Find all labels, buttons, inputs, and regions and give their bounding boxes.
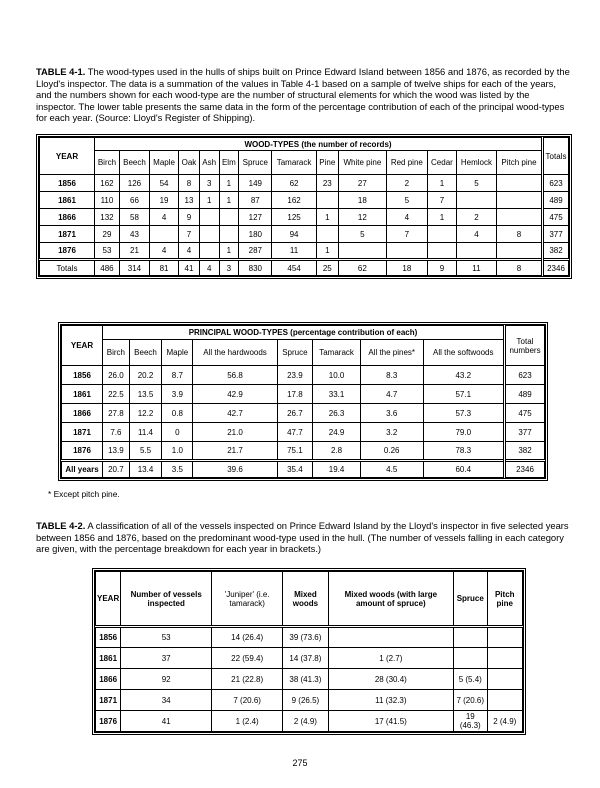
- data-cell: [316, 226, 338, 243]
- data-cell: 26.7: [277, 404, 313, 423]
- data-cell: 18: [386, 260, 427, 276]
- data-cell: 4: [179, 243, 200, 260]
- column-header: Red pine: [386, 151, 427, 175]
- data-cell: 20.2: [129, 366, 161, 385]
- year-header: YEAR: [62, 326, 103, 366]
- data-cell: 5 (5.4): [454, 669, 488, 690]
- table-4-2-caption: [36, 520, 572, 555]
- table-row: [40, 226, 569, 243]
- column-header: White pine: [338, 151, 386, 175]
- table-row: [62, 442, 545, 461]
- data-cell: 3.6: [360, 404, 423, 423]
- data-cell: 24.9: [313, 423, 361, 442]
- data-cell: 9: [179, 209, 200, 226]
- data-cell: 4: [386, 209, 427, 226]
- column-header: Elm: [219, 151, 239, 175]
- column-header: YEAR: [96, 572, 121, 627]
- caption-text: The wood-types used in the hulls of ships built on Prince Edward Island between 1856 and 1876, as recorded by the Lloyd's inspector. The data is a summation of the values in Table 4-1 based on a sample of twelve ships for each of the years, and the numbers shown for each wood-type are the number of structural elements for which the wood was listed by the inspector. The lower table presents the same data in the form of the percentage contribution of each of the principal wood-types for each year. (Source: Lloyd's Register of Shipping).: [36, 66, 570, 124]
- caption-label: TABLE 4-2.: [36, 520, 86, 531]
- table-row: [40, 209, 569, 226]
- data-cell: 8.3: [360, 366, 423, 385]
- data-cell: 22 (59.4): [212, 648, 283, 669]
- column-header: Birch: [95, 151, 120, 175]
- data-cell: 8: [496, 260, 542, 276]
- table-row: [96, 669, 523, 690]
- data-cell: [487, 690, 522, 711]
- data-cell: 149: [239, 175, 272, 192]
- data-cell: 58: [119, 209, 149, 226]
- data-cell: [199, 243, 219, 260]
- data-cell: 26.0: [103, 366, 130, 385]
- column-header: Birch: [103, 340, 130, 366]
- data-cell: 8.7: [162, 366, 193, 385]
- data-cell: [496, 243, 542, 260]
- total-cell: 377: [543, 226, 569, 243]
- data-cell: 21 (22.8): [212, 669, 283, 690]
- data-cell: 28 (30.4): [328, 669, 453, 690]
- data-cell: 314: [119, 260, 149, 276]
- data-cell: [199, 209, 219, 226]
- data-cell: 14 (37.8): [283, 648, 328, 669]
- data-cell: 79.0: [423, 423, 504, 442]
- column-header: Beech: [119, 151, 149, 175]
- data-cell: 3: [199, 175, 219, 192]
- year-cell: 1866: [62, 404, 103, 423]
- group-header: PRINCIPAL WOOD-TYPES (percentage contribution of each): [103, 326, 505, 340]
- data-cell: 13.4: [129, 461, 161, 478]
- data-cell: [496, 209, 542, 226]
- data-cell: 126: [119, 175, 149, 192]
- year-cell: 1871: [96, 690, 121, 711]
- column-header: Beech: [129, 340, 161, 366]
- data-cell: 1 (2.4): [212, 711, 283, 732]
- data-cell: 486: [95, 260, 120, 276]
- all-years-label: All years: [62, 461, 103, 478]
- data-cell: 2 (4.9): [283, 711, 328, 732]
- data-cell: 162: [95, 175, 120, 192]
- data-cell: [328, 627, 453, 648]
- year-cell: 1866: [96, 669, 121, 690]
- totals-header: Totals: [543, 138, 569, 175]
- data-cell: 1: [427, 175, 456, 192]
- group-header: WOOD-TYPES (the number of records): [95, 138, 543, 151]
- data-cell: 9 (26.5): [283, 690, 328, 711]
- data-cell: [456, 192, 496, 209]
- table-row: [96, 711, 523, 732]
- data-cell: 34: [121, 690, 212, 711]
- data-cell: 11 (32.3): [328, 690, 453, 711]
- data-cell: 87: [239, 192, 272, 209]
- total-cell: 475: [505, 404, 545, 423]
- footnote: * Except pitch pine.: [48, 489, 120, 499]
- table-row: [96, 627, 523, 648]
- data-cell: 62: [272, 175, 316, 192]
- wood-types-count-table: [36, 134, 572, 279]
- data-cell: 3.5: [162, 461, 193, 478]
- table-row: [62, 366, 545, 385]
- data-cell: [199, 226, 219, 243]
- data-cell: 2 (4.9): [487, 711, 522, 732]
- data-cell: 162: [272, 192, 316, 209]
- data-cell: 11: [456, 260, 496, 276]
- data-cell: 180: [239, 226, 272, 243]
- data-cell: 29: [95, 226, 120, 243]
- data-cell: 132: [95, 209, 120, 226]
- column-header: All the pines*: [360, 340, 423, 366]
- data-cell: 33.1: [313, 385, 361, 404]
- column-header: Ash: [199, 151, 219, 175]
- column-header: Mixed woods (with large amount of spruce): [328, 572, 453, 627]
- data-cell: 62: [338, 260, 386, 276]
- table-row: [40, 243, 569, 260]
- total-cell: 382: [505, 442, 545, 461]
- data-cell: 5: [456, 175, 496, 192]
- data-cell: 81: [150, 260, 179, 276]
- data-cell: 75.1: [277, 442, 313, 461]
- data-cell: 4.7: [360, 385, 423, 404]
- data-cell: 23: [316, 175, 338, 192]
- principal-wood-types-percent-table: [58, 322, 548, 481]
- column-header: Oak: [179, 151, 200, 175]
- column-header: 'Juniper' (i.e. tamarack): [212, 572, 283, 627]
- data-cell: 42.9: [193, 385, 277, 404]
- data-cell: 1: [219, 243, 239, 260]
- data-cell: 53: [95, 243, 120, 260]
- data-cell: 7: [427, 192, 456, 209]
- data-cell: 41: [121, 711, 212, 732]
- year-cell: 1876: [62, 442, 103, 461]
- data-cell: [150, 226, 179, 243]
- data-cell: 19 (46.3): [454, 711, 488, 732]
- year-cell: 1876: [96, 711, 121, 732]
- caption-text: A classification of all of the vessels inspected on Prince Edward Island by the Lloyd's inspector in five selected years between 1856 and 1876, based on the predominant wood-type used in the hull. (The number of vessels falling in each category are given, with the percentage breakdown for each year in brackets.): [36, 520, 569, 555]
- table-row: [96, 690, 523, 711]
- data-cell: [316, 192, 338, 209]
- column-header: Number of vessels inspected: [121, 572, 212, 627]
- column-header: Maple: [162, 340, 193, 366]
- data-cell: 47.7: [277, 423, 313, 442]
- data-cell: 0: [162, 423, 193, 442]
- data-cell: 4: [150, 209, 179, 226]
- data-cell: [487, 627, 522, 648]
- data-cell: 19.4: [313, 461, 361, 478]
- data-cell: 94: [272, 226, 316, 243]
- data-cell: 92: [121, 669, 212, 690]
- data-cell: 26.3: [313, 404, 361, 423]
- year-cell: 1856: [40, 175, 95, 192]
- data-cell: 1 (2.7): [328, 648, 453, 669]
- year-cell: 1856: [62, 366, 103, 385]
- table-row: [96, 648, 523, 669]
- year-cell: 1871: [40, 226, 95, 243]
- all-years-row: [62, 461, 545, 478]
- data-cell: 23.9: [277, 366, 313, 385]
- data-cell: [219, 209, 239, 226]
- data-cell: 21.0: [193, 423, 277, 442]
- data-cell: 11.4: [129, 423, 161, 442]
- column-header: Pitch pine: [487, 572, 522, 627]
- data-cell: 0.8: [162, 404, 193, 423]
- column-header: Hemlock: [456, 151, 496, 175]
- year-cell: 1866: [40, 209, 95, 226]
- data-cell: 41: [179, 260, 200, 276]
- data-cell: 56.8: [193, 366, 277, 385]
- data-cell: [487, 648, 522, 669]
- year-cell: 1876: [40, 243, 95, 260]
- year-cell: 1861: [62, 385, 103, 404]
- data-cell: 1: [219, 192, 239, 209]
- total-cell: 489: [543, 192, 569, 209]
- data-cell: 10.0: [313, 366, 361, 385]
- column-header: Pine: [316, 151, 338, 175]
- data-cell: 9: [427, 260, 456, 276]
- table-4-1-caption: [36, 66, 572, 124]
- table-row: [40, 175, 569, 192]
- totals-row: [40, 260, 569, 276]
- column-header: Spruce: [277, 340, 313, 366]
- data-cell: [454, 627, 488, 648]
- data-cell: 22.5: [103, 385, 130, 404]
- data-cell: 8: [496, 226, 542, 243]
- data-cell: 1: [427, 209, 456, 226]
- year-cell: 1861: [96, 648, 121, 669]
- data-cell: 19: [150, 192, 179, 209]
- total-cell: 489: [505, 385, 545, 404]
- total-header: Total numbers: [505, 326, 545, 366]
- data-cell: 1: [219, 175, 239, 192]
- data-cell: 25: [316, 260, 338, 276]
- data-cell: 78.3: [423, 442, 504, 461]
- data-cell: 12.2: [129, 404, 161, 423]
- year-header: YEAR: [40, 138, 95, 175]
- data-cell: 4: [456, 226, 496, 243]
- data-cell: 13: [179, 192, 200, 209]
- data-cell: 53: [121, 627, 212, 648]
- data-cell: 43: [119, 226, 149, 243]
- data-cell: 21.7: [193, 442, 277, 461]
- data-cell: 4: [150, 243, 179, 260]
- year-cell: 1861: [40, 192, 95, 209]
- data-cell: [219, 226, 239, 243]
- data-cell: 2: [386, 175, 427, 192]
- data-cell: 27: [338, 175, 386, 192]
- caption-label: TABLE 4-1.: [36, 66, 86, 77]
- data-cell: [487, 669, 522, 690]
- data-cell: 5: [386, 192, 427, 209]
- total-cell: 2346: [505, 461, 545, 478]
- data-cell: 54: [150, 175, 179, 192]
- column-header: Tamarack: [313, 340, 361, 366]
- data-cell: 125: [272, 209, 316, 226]
- data-cell: 1: [199, 192, 219, 209]
- data-cell: 39 (73.6): [283, 627, 328, 648]
- table-row: [62, 385, 545, 404]
- data-cell: 5.5: [129, 442, 161, 461]
- column-header: All the hardwoods: [193, 340, 277, 366]
- total-cell: 377: [505, 423, 545, 442]
- data-cell: 3.9: [162, 385, 193, 404]
- data-cell: 11: [272, 243, 316, 260]
- data-cell: 13.9: [103, 442, 130, 461]
- data-cell: 7 (20.6): [454, 690, 488, 711]
- data-cell: 60.4: [423, 461, 504, 478]
- data-cell: [386, 243, 427, 260]
- page-number: 275: [292, 758, 308, 768]
- data-cell: 17 (41.5): [328, 711, 453, 732]
- data-cell: 7.6: [103, 423, 130, 442]
- data-cell: 0.26: [360, 442, 423, 461]
- data-cell: 43.2: [423, 366, 504, 385]
- data-cell: 7: [179, 226, 200, 243]
- data-cell: 18: [338, 192, 386, 209]
- data-cell: 1: [316, 243, 338, 260]
- table-row: [62, 404, 545, 423]
- data-cell: [456, 243, 496, 260]
- data-cell: 1.0: [162, 442, 193, 461]
- column-header: Pitch pine: [496, 151, 542, 175]
- vessel-classification-table: [92, 568, 526, 735]
- data-cell: 12: [338, 209, 386, 226]
- total-cell: 475: [543, 209, 569, 226]
- column-header: All the softwoods: [423, 340, 504, 366]
- data-cell: 57.3: [423, 404, 504, 423]
- totals-label: Totals: [40, 260, 95, 276]
- data-cell: 127: [239, 209, 272, 226]
- year-cell: 1856: [96, 627, 121, 648]
- data-cell: 287: [239, 243, 272, 260]
- data-cell: 2.8: [313, 442, 361, 461]
- total-cell: 382: [543, 243, 569, 260]
- column-header: Maple: [150, 151, 179, 175]
- data-cell: [427, 226, 456, 243]
- year-cell: 1871: [62, 423, 103, 442]
- data-cell: 3: [219, 260, 239, 276]
- column-header: Tamarack: [272, 151, 316, 175]
- data-cell: 35.4: [277, 461, 313, 478]
- data-cell: 20.7: [103, 461, 130, 478]
- total-cell: 623: [543, 175, 569, 192]
- data-cell: 37: [121, 648, 212, 669]
- total-cell: 2346: [543, 260, 569, 276]
- data-cell: 7 (20.6): [212, 690, 283, 711]
- table-row: [40, 192, 569, 209]
- data-cell: 2: [456, 209, 496, 226]
- total-cell: 623: [505, 366, 545, 385]
- data-cell: 39.6: [193, 461, 277, 478]
- data-cell: [338, 243, 386, 260]
- data-cell: 38 (41.3): [283, 669, 328, 690]
- data-cell: 13.5: [129, 385, 161, 404]
- data-cell: 1: [316, 209, 338, 226]
- data-cell: [496, 192, 542, 209]
- column-header: Cedar: [427, 151, 456, 175]
- data-cell: 830: [239, 260, 272, 276]
- data-cell: 21: [119, 243, 149, 260]
- column-header: Spruce: [454, 572, 488, 627]
- data-cell: 17.8: [277, 385, 313, 404]
- data-cell: 110: [95, 192, 120, 209]
- data-cell: [454, 648, 488, 669]
- data-cell: 8: [179, 175, 200, 192]
- data-cell: 27.8: [103, 404, 130, 423]
- data-cell: [496, 175, 542, 192]
- data-cell: 4: [199, 260, 219, 276]
- data-cell: 4.5: [360, 461, 423, 478]
- data-cell: 7: [386, 226, 427, 243]
- data-cell: 66: [119, 192, 149, 209]
- data-cell: 14 (26.4): [212, 627, 283, 648]
- column-header: Spruce: [239, 151, 272, 175]
- table-row: [62, 423, 545, 442]
- data-cell: 5: [338, 226, 386, 243]
- data-cell: [427, 243, 456, 260]
- column-header: Mixed woods: [283, 572, 328, 627]
- data-cell: 42.7: [193, 404, 277, 423]
- data-cell: 57.1: [423, 385, 504, 404]
- data-cell: 3.2: [360, 423, 423, 442]
- data-cell: 454: [272, 260, 316, 276]
